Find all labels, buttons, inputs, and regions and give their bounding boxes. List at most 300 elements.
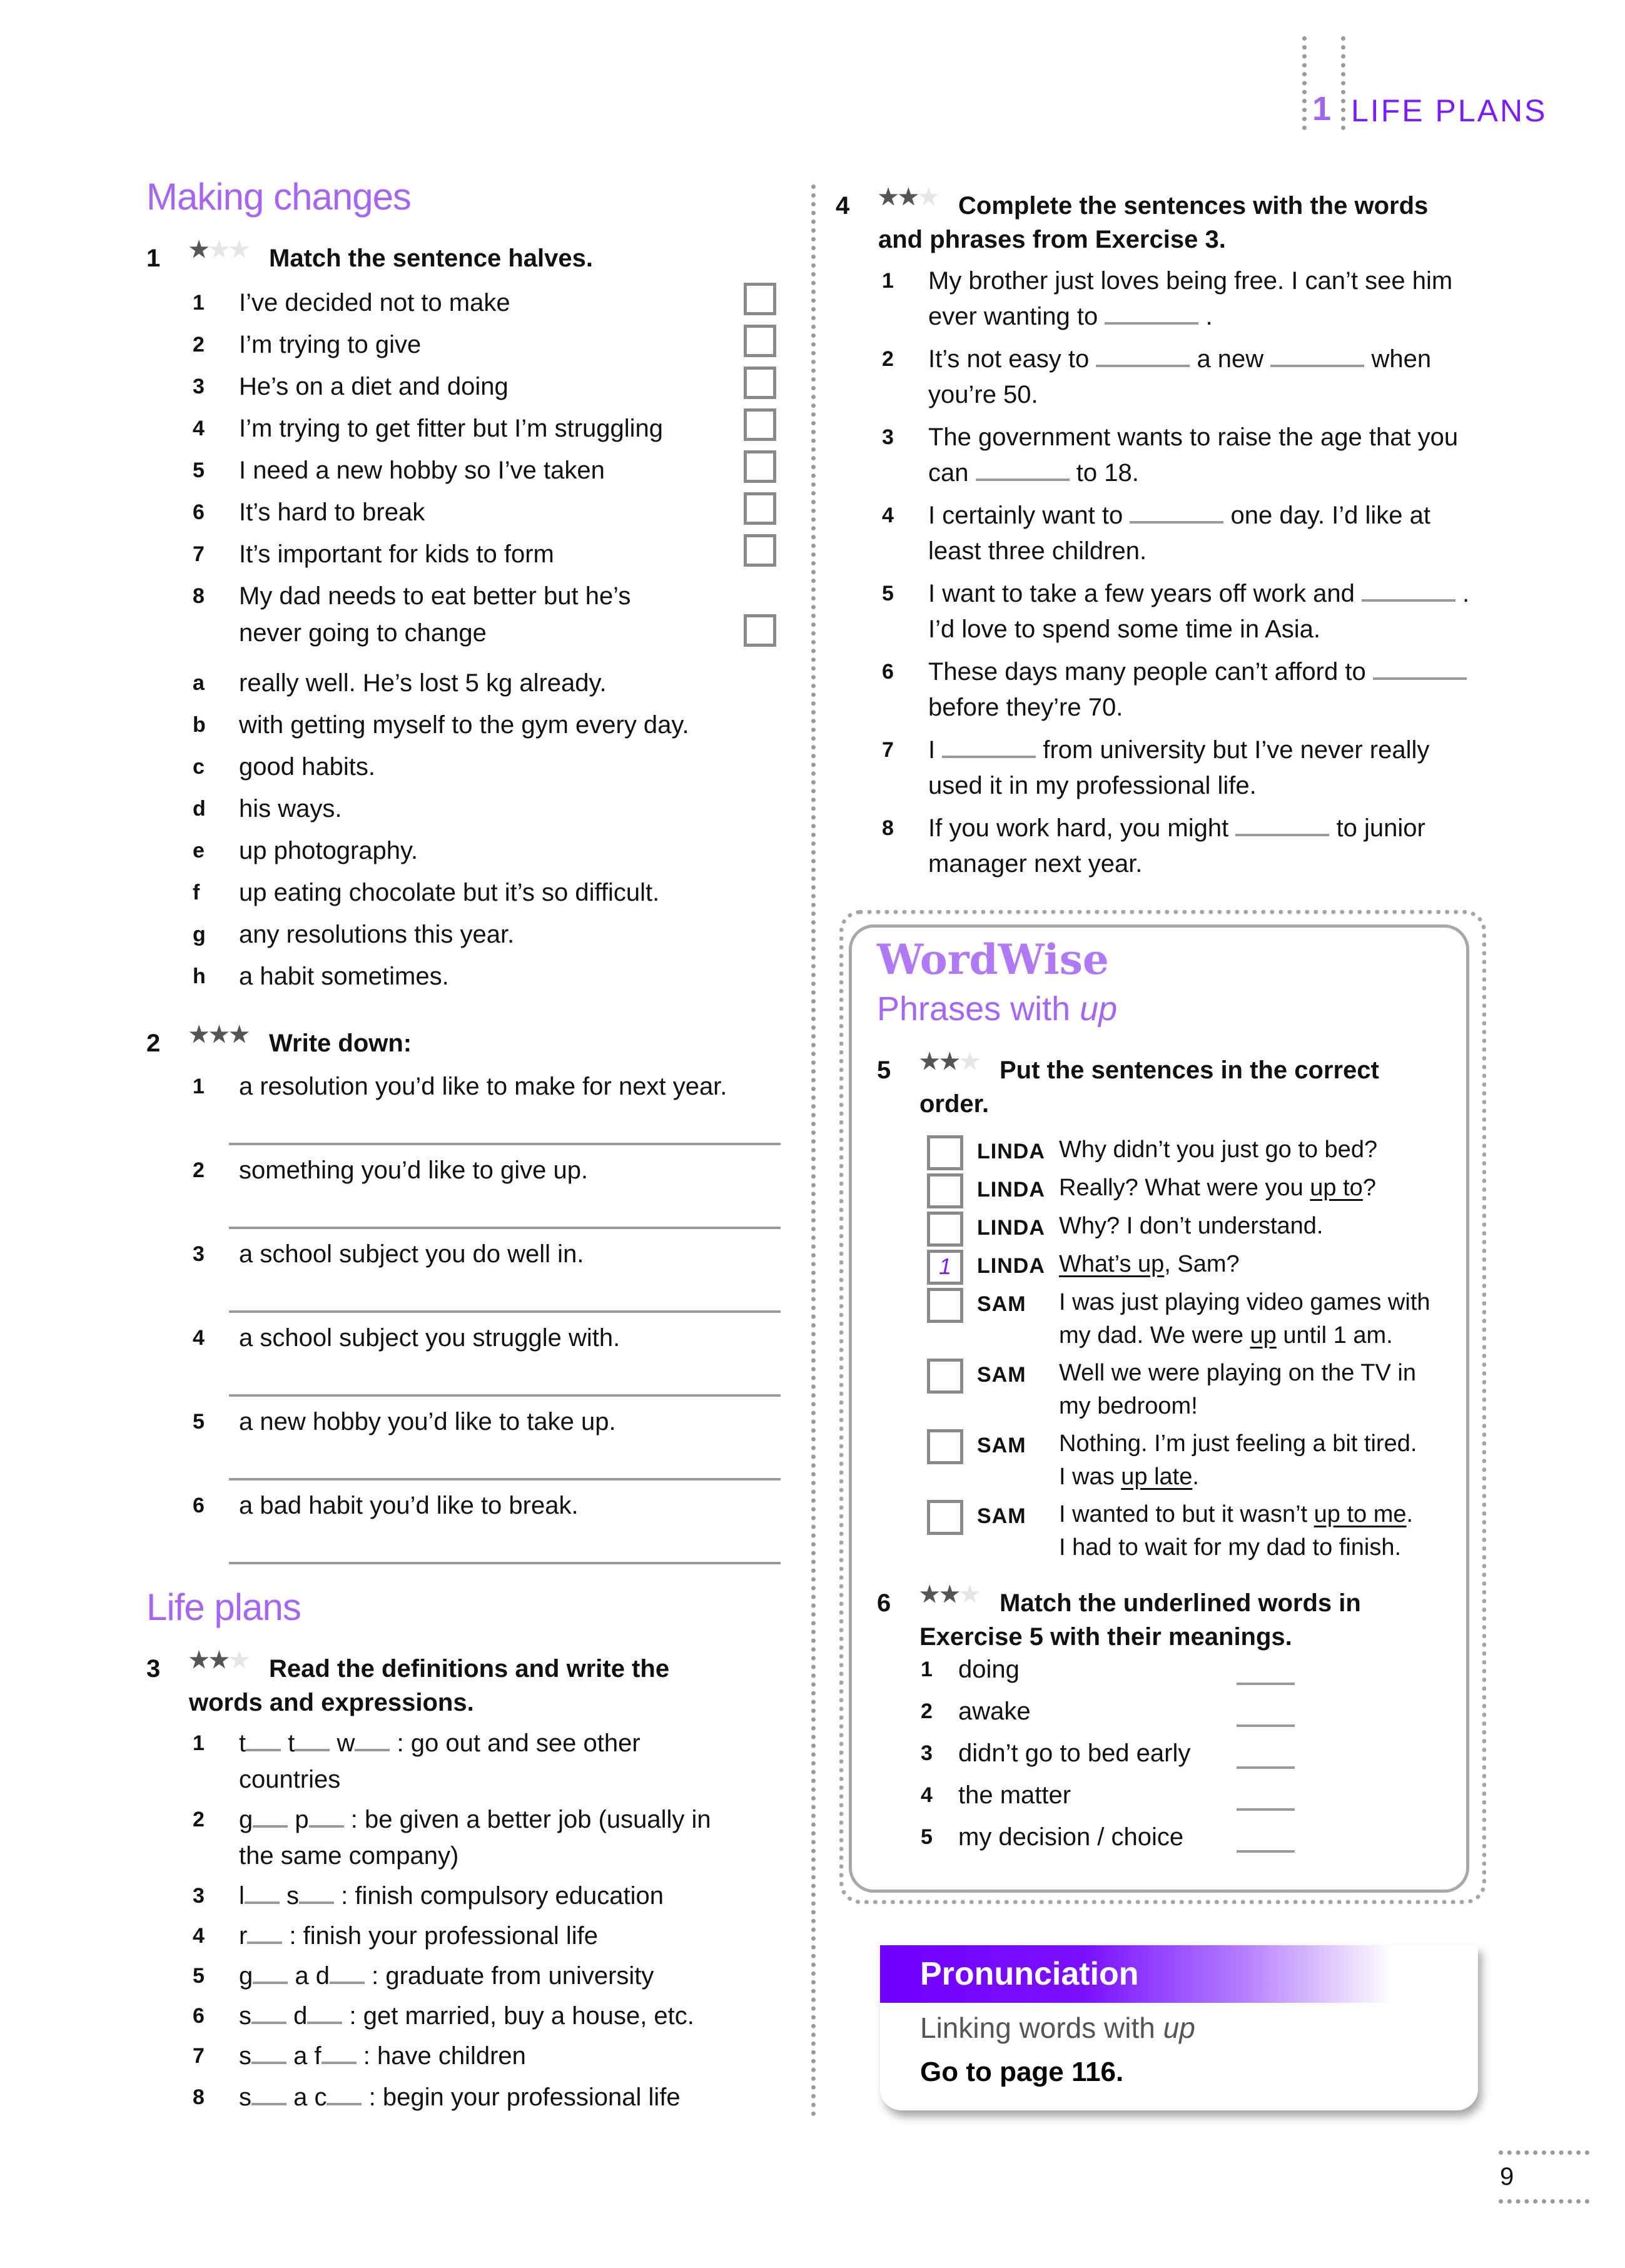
- ex1-ending: [193, 874, 756, 911]
- text-segment: It’s not easy to: [928, 345, 1090, 373]
- item-number: 3: [193, 375, 205, 398]
- ex2-item: [193, 1320, 756, 1356]
- item-text: [239, 1801, 711, 1838]
- subtitle-text: Linking words with: [920, 2012, 1163, 2044]
- letter-hint: r: [239, 1922, 248, 1950]
- answer-line-input[interactable]: [229, 1310, 781, 1313]
- page-number: 9: [1500, 2163, 1514, 2190]
- order-box[interactable]: [927, 1500, 963, 1535]
- item-number: 6: [882, 660, 894, 684]
- text-segment: one day. I’d like at: [1230, 502, 1430, 529]
- item-text: [239, 1878, 664, 1914]
- ex4-item: [882, 654, 1507, 690]
- item-number: 2: [193, 1158, 205, 1182]
- text-segment: These days many people can’t afford to: [928, 658, 1366, 686]
- item-text: I’m trying to get fitter but I’m struggling: [239, 415, 664, 442]
- wordwise-subtitle: [877, 990, 1117, 1028]
- blank-input[interactable]: [976, 478, 1070, 481]
- text-segment: when: [1371, 345, 1432, 373]
- ex3-item: [193, 1725, 793, 1761]
- dialogue-text: [1059, 1498, 1413, 1531]
- answer-line-input[interactable]: [1237, 1683, 1295, 1685]
- text-segment: from university but I’ve never really: [1043, 736, 1430, 764]
- ex3-item-continued: [193, 1761, 793, 1798]
- item-number: 5: [921, 1825, 933, 1849]
- definition: : have children: [363, 2042, 526, 2070]
- item-text: least three children.: [928, 537, 1147, 565]
- ex1-ending: [193, 707, 756, 743]
- blank-input[interactable]: [327, 2103, 362, 2105]
- exercise-instruction-cont: order.: [919, 1090, 990, 1118]
- subtitle-italic: up: [1163, 2012, 1195, 2044]
- answer-box[interactable]: [744, 492, 776, 525]
- item-text: something you’d like to give up.: [239, 1157, 589, 1184]
- item-text: a bad habit you’d like to break.: [239, 1492, 579, 1519]
- ending-letter: b: [193, 713, 206, 737]
- letter-hint: s: [239, 2002, 251, 2030]
- answer-line-input[interactable]: [229, 1478, 781, 1481]
- item-text: before they’re 70.: [928, 694, 1123, 721]
- letter-hint: t: [239, 1729, 246, 1757]
- item-text: a school subject you do well in.: [239, 1240, 584, 1268]
- blank-input[interactable]: [1270, 365, 1364, 367]
- exercise-number: 4: [836, 192, 850, 220]
- answer-box[interactable]: [744, 534, 776, 567]
- item-text: doing: [958, 1656, 1020, 1683]
- ex4-items-list: [882, 263, 1507, 888]
- item-number: 4: [193, 1326, 205, 1350]
- item-text: [928, 575, 1469, 612]
- letter-hint: w: [337, 1729, 355, 1757]
- item-text: The government wants to raise the age that you: [928, 423, 1459, 451]
- item-text: manager next year.: [928, 850, 1143, 878]
- dialogue-text-continued: I had to wait for my dad to finish.: [1059, 1534, 1402, 1561]
- ending-text: a habit sometimes.: [239, 963, 449, 990]
- answer-line-input[interactable]: [1237, 1724, 1295, 1727]
- item-text: My brother just loves being free. I can’t see him: [928, 267, 1453, 295]
- exercise-3-heading: [146, 1643, 772, 1719]
- blank-input[interactable]: [1096, 365, 1190, 367]
- order-box[interactable]: [927, 1212, 963, 1247]
- item-text: [928, 497, 1430, 534]
- ex2-item: [193, 1236, 756, 1272]
- ending-text: up photography.: [239, 837, 418, 864]
- text-segment: ever wanting to: [928, 303, 1098, 330]
- ending-text: up eating chocolate but it’s so difficult.: [239, 879, 660, 906]
- text-segment: I was: [1059, 1464, 1121, 1490]
- dialogue-text-continued: [1059, 1461, 1199, 1493]
- item-number: 8: [882, 816, 894, 840]
- item-number: 3: [882, 425, 894, 449]
- text-segment: ?: [1362, 1175, 1376, 1201]
- ex3-item: [193, 1958, 793, 1994]
- ex1-endings-list: [193, 665, 787, 1003]
- item-text: It’s important for kids to form: [239, 540, 554, 568]
- underlined-phrase: up to: [1310, 1175, 1363, 1201]
- answer-box[interactable]: [744, 283, 776, 315]
- exercise-instruction: Write down:: [269, 1030, 412, 1057]
- item-number: 7: [193, 542, 205, 566]
- text-segment: Really? What were you: [1059, 1175, 1310, 1201]
- answer-box[interactable]: [744, 614, 776, 647]
- item-text: never going to change: [239, 619, 487, 647]
- ex1-item: [193, 536, 737, 572]
- item-number: 3: [921, 1741, 933, 1765]
- dialogue-text: Why didn’t you just go to bed?: [1059, 1137, 1378, 1163]
- dialogue-text-continued: my bedroom!: [1059, 1393, 1198, 1419]
- blank-input[interactable]: [355, 1749, 390, 1751]
- definition: : go out and see other: [397, 1729, 640, 1757]
- blank-input[interactable]: [1373, 677, 1467, 680]
- blank-input[interactable]: [309, 1825, 344, 1828]
- difficulty-stars-icon: ★★★: [189, 1021, 250, 1047]
- item-number: 2: [882, 347, 894, 371]
- blank-input[interactable]: [295, 1749, 330, 1751]
- item-text: didn’t go to bed early: [958, 1739, 1191, 1767]
- definition: : finish your professional life: [289, 1922, 599, 1950]
- unit-number: 1: [1312, 90, 1332, 128]
- letter-hint: s: [286, 1882, 300, 1910]
- ex1-item: [193, 327, 737, 363]
- item-text: [239, 2038, 526, 2074]
- item-number: 7: [882, 738, 894, 762]
- text-segment: I certainly want to: [928, 502, 1123, 529]
- ex1-item: [193, 452, 737, 489]
- wordwise-title: WordWise: [877, 935, 1109, 984]
- difficulty-stars-icon: ★★★: [878, 184, 939, 210]
- ex3-item: [193, 2038, 793, 2074]
- ex4-item-continued: [882, 846, 1507, 882]
- ex4-item-continued: [882, 611, 1507, 647]
- answer-line-input[interactable]: [229, 1227, 781, 1229]
- difficulty-stars-icon: ★★★: [189, 1647, 250, 1673]
- letter-hint: g: [239, 1962, 253, 1990]
- item-text: [928, 298, 1213, 335]
- ex3-item: [193, 1918, 793, 1954]
- ex1-item: [193, 368, 737, 405]
- item-text: the matter: [958, 1781, 1071, 1809]
- answer-box[interactable]: [744, 325, 776, 357]
- exercise-4-heading: [836, 180, 1474, 256]
- exercise-number: 6: [877, 1589, 891, 1617]
- ex4-item: [882, 810, 1507, 846]
- blank-input[interactable]: [1105, 322, 1198, 325]
- letter-hint: s: [239, 2042, 251, 2070]
- ending-letter: h: [193, 964, 206, 988]
- item-number: 6: [193, 500, 205, 524]
- text-segment: a new: [1197, 345, 1264, 373]
- definition: the same company): [239, 1842, 459, 1870]
- item-number: 1: [193, 1075, 205, 1098]
- difficulty-stars-icon: ★★★: [919, 1048, 980, 1074]
- ex6-items-list: [921, 1651, 1434, 1864]
- section-title-life-plans: Life plans: [146, 1586, 301, 1628]
- ending-text: really well. He’s lost 5 kg already.: [239, 669, 607, 697]
- difficulty-stars-icon: ★★★: [189, 236, 250, 262]
- column-divider: [811, 185, 816, 2117]
- dialogue-text: [1059, 1248, 1240, 1280]
- blank-input[interactable]: [1130, 521, 1223, 524]
- exercise-number: 3: [146, 1655, 161, 1683]
- definition: : graduate from university: [372, 1962, 654, 1990]
- dialogue-text: [1059, 1172, 1376, 1204]
- letter-hint: s: [239, 2083, 251, 2111]
- ex1-item: [193, 578, 737, 614]
- order-box-answered[interactable]: 1: [927, 1250, 963, 1285]
- exercise-5-heading: [877, 1045, 1452, 1121]
- blank-input[interactable]: [321, 2062, 357, 2064]
- ex1-ending: [193, 958, 756, 995]
- pronunciation-subtitle: [920, 2010, 1195, 2045]
- item-number: 3: [193, 1242, 205, 1266]
- item-text: [928, 455, 1139, 491]
- text-segment: until 1 am.: [1276, 1322, 1393, 1349]
- ex2-item: [193, 1487, 756, 1524]
- item-number: 2: [193, 333, 205, 357]
- exercise-number: 5: [877, 1056, 891, 1084]
- ex2-item: [193, 1152, 756, 1188]
- text-segment: If you work hard, you might: [928, 814, 1229, 842]
- ending-letter: d: [193, 797, 206, 821]
- definition: : begin your professional life: [368, 2083, 681, 2111]
- ex2-item: [193, 1404, 756, 1440]
- item-text: He’s on a diet and doing: [239, 373, 509, 400]
- dialogue-text-continued: [1059, 1319, 1393, 1352]
- underlined-phrase: up late: [1121, 1464, 1193, 1490]
- text-segment: , Sam?: [1164, 1251, 1240, 1277]
- item-text: my decision / choice: [958, 1823, 1184, 1851]
- ex4-item-continued: [882, 689, 1507, 726]
- order-box[interactable]: [927, 1429, 963, 1464]
- answer-line-input[interactable]: [229, 1143, 781, 1145]
- section-title-making-changes: Making changes: [146, 176, 411, 218]
- subtitle-text: Phrases with: [877, 990, 1080, 1028]
- blank-input[interactable]: [942, 756, 1036, 758]
- text-segment: to junior: [1336, 814, 1425, 842]
- ex2-item: [193, 1068, 756, 1105]
- ex4-item: [882, 732, 1507, 768]
- blank-input[interactable]: [246, 1749, 281, 1751]
- exercise-1-heading: [146, 233, 593, 275]
- answer-box[interactable]: [744, 408, 776, 441]
- item-number: 3: [193, 1884, 205, 1908]
- ending-text: good habits.: [239, 753, 375, 781]
- underlined-phrase: up: [1250, 1322, 1277, 1349]
- item-number: 4: [193, 417, 205, 440]
- ex4-item: [882, 575, 1507, 612]
- text-segment: to 18.: [1076, 459, 1139, 487]
- letter-hint: p: [295, 1806, 309, 1833]
- text-segment: I want to take a few years off work and: [928, 580, 1355, 607]
- ex1-item: [193, 410, 737, 447]
- item-number: 1: [193, 1731, 205, 1755]
- item-text: [239, 1958, 654, 1994]
- pronunciation-title: Pronunciation: [920, 1956, 1139, 1992]
- answer-box[interactable]: [744, 367, 776, 399]
- speaker-label: LINDA: [977, 1254, 1045, 1278]
- item-number: 5: [193, 1410, 205, 1434]
- ending-text: with getting myself to the gym every day.: [239, 711, 689, 739]
- blank-input[interactable]: [1235, 834, 1329, 836]
- ex6-item: [921, 1819, 1221, 1855]
- ex1-item: [193, 285, 737, 321]
- definition: : get married, buy a house, etc.: [349, 2002, 694, 2030]
- item-text: I’d love to spend some time in Asia.: [928, 615, 1320, 643]
- ex1-ending: [193, 791, 756, 827]
- unit-title: LIFE PLANS: [1351, 93, 1547, 128]
- exercise-instruction: Match the sentence halves.: [269, 245, 593, 272]
- answer-line-input[interactable]: [1237, 1850, 1295, 1853]
- dialogue-text: I was just playing video games with: [1059, 1289, 1430, 1315]
- definition: : finish compulsory education: [341, 1882, 664, 1910]
- item-text: I’ve decided not to make: [239, 289, 510, 316]
- item-text: I need a new hobby so I’ve taken: [239, 457, 605, 484]
- ex6-item: [921, 1777, 1221, 1813]
- item-text: [239, 1918, 598, 1954]
- item-number: 4: [882, 504, 894, 527]
- exercise-instruction-cont: words and expressions.: [189, 1689, 474, 1716]
- item-text: a school subject you struggle with.: [239, 1324, 620, 1352]
- letter-hint: d: [293, 2002, 308, 2030]
- letter-hint: a d: [295, 1962, 330, 1990]
- ex3-item: [193, 1998, 793, 2034]
- item-text: [928, 654, 1467, 690]
- speaker-label: LINDA: [977, 1216, 1045, 1240]
- pronunciation-card: [880, 1945, 1478, 2110]
- blank-input[interactable]: [253, 1825, 288, 1828]
- item-text: used it in my professional life.: [928, 772, 1257, 799]
- text-segment: my dad. We were: [1059, 1322, 1250, 1349]
- pronunciation-page-link[interactable]: Go to page 116.: [920, 2057, 1124, 2087]
- item-number: 4: [921, 1783, 933, 1807]
- ex1-ending: [193, 833, 756, 869]
- item-text: [928, 810, 1425, 846]
- answer-line-input[interactable]: [1237, 1766, 1295, 1769]
- speaker-label: SAM: [977, 1434, 1026, 1457]
- order-box[interactable]: [927, 1359, 963, 1394]
- item-text: [928, 732, 1429, 768]
- dialogue-text: Nothing. I’m just feeling a bit tired.: [1059, 1430, 1417, 1457]
- item-text: My dad needs to eat better but he’s: [239, 582, 631, 610]
- ex6-item: [921, 1735, 1221, 1771]
- item-number: 5: [882, 582, 894, 605]
- text-segment: can: [928, 459, 969, 487]
- answer-line-input[interactable]: [229, 1562, 781, 1564]
- text-segment: I: [928, 736, 936, 764]
- blank-input[interactable]: [245, 1901, 280, 1904]
- exercise-6-heading: [877, 1577, 1452, 1654]
- item-number: 5: [193, 458, 205, 482]
- answer-box[interactable]: [744, 450, 776, 483]
- exercise-instruction: Put the sentences in the correct: [1000, 1056, 1379, 1084]
- item-text: [239, 2079, 681, 2115]
- item-number: 1: [921, 1658, 933, 1681]
- ex1-ending: [193, 916, 756, 953]
- dialogue-text: Why? I don’t understand.: [1059, 1213, 1324, 1239]
- definition: : be given a better job (usually in: [350, 1806, 711, 1833]
- item-text: a resolution you’d like to make for next year.: [239, 1073, 727, 1100]
- blank-input[interactable]: [251, 2062, 286, 2064]
- blank-input[interactable]: [299, 1901, 334, 1904]
- blank-input[interactable]: [1362, 599, 1455, 602]
- ex1-ending: [193, 665, 756, 701]
- speaker-label: SAM: [977, 1504, 1026, 1528]
- ex1-ending: [193, 749, 756, 785]
- footer-dots-top: [1499, 2150, 1589, 2155]
- item-text: a new hobby you’d like to take up.: [239, 1408, 616, 1435]
- footer-dots-bottom: [1499, 2199, 1589, 2204]
- letter-hint: a f: [293, 2042, 321, 2070]
- speaker-label: SAM: [977, 1363, 1026, 1387]
- exercise-instruction: Read the definitions and write the: [269, 1655, 670, 1683]
- ending-letter: c: [193, 755, 205, 779]
- ex1-item: [193, 494, 737, 530]
- underlined-phrase: up to me: [1314, 1501, 1407, 1527]
- exercise-instruction: Complete the sentences with the words: [958, 192, 1429, 220]
- blank-input[interactable]: [307, 2022, 342, 2024]
- blank-input[interactable]: [247, 1941, 282, 1944]
- ending-letter: f: [193, 881, 200, 904]
- subtitle-italic: up: [1080, 990, 1118, 1028]
- ex4-item: [882, 419, 1507, 455]
- ending-letter: a: [193, 671, 205, 695]
- dialogue-text: Well we were playing on the TV in: [1059, 1360, 1417, 1386]
- order-box[interactable]: [927, 1288, 963, 1323]
- item-number: 1: [193, 291, 205, 315]
- letter-hint: a c: [293, 2083, 327, 2111]
- exercise-2-heading: [146, 1018, 412, 1060]
- order-box[interactable]: [927, 1173, 963, 1208]
- item-text: [239, 1725, 640, 1761]
- ex4-item: [882, 263, 1507, 299]
- ex4-item: [882, 497, 1507, 534]
- order-box[interactable]: [927, 1135, 963, 1170]
- item-text: I’m trying to give: [239, 331, 422, 358]
- blank-input[interactable]: [251, 2103, 286, 2105]
- ex4-item-continued: [882, 298, 1507, 335]
- item-number: 2: [193, 1808, 205, 1831]
- ex3-item: [193, 2079, 793, 2115]
- item-text: you’re 50.: [928, 381, 1038, 408]
- exercise-instruction-cont: and phrases from Exercise 3.: [878, 226, 1226, 253]
- ex4-item-continued: [882, 455, 1507, 491]
- answer-line-input[interactable]: [1237, 1808, 1295, 1811]
- item-number: 1: [882, 269, 894, 293]
- item-text: It’s hard to break: [239, 499, 425, 526]
- ex3-item-continued: [193, 1838, 793, 1874]
- blank-input[interactable]: [253, 1982, 288, 1984]
- ex3-item: [193, 1801, 793, 1838]
- item-number: 5: [193, 1964, 205, 1988]
- ex4-item-continued: [882, 533, 1507, 569]
- difficulty-stars-icon: ★★★: [919, 1581, 980, 1607]
- letter-hint: g: [239, 1806, 253, 1833]
- item-text: [239, 1998, 694, 2034]
- answer-line-input[interactable]: [229, 1394, 781, 1397]
- ex4-item-continued: [882, 767, 1507, 804]
- underlined-phrase: What’s up: [1059, 1251, 1165, 1277]
- ending-text: his ways.: [239, 795, 342, 823]
- exercise-number: 1: [146, 245, 161, 272]
- header-dots-left: [1302, 36, 1307, 130]
- exercise-instruction: Match the underlined words in: [1000, 1589, 1361, 1617]
- item-number: 8: [193, 2085, 205, 2109]
- blank-input[interactable]: [330, 1982, 365, 1984]
- ex3-items-list: [193, 1725, 793, 2125]
- text-segment: .: [1406, 1501, 1414, 1527]
- speaker-label: LINDA: [977, 1140, 1045, 1163]
- blank-input[interactable]: [251, 2022, 286, 2024]
